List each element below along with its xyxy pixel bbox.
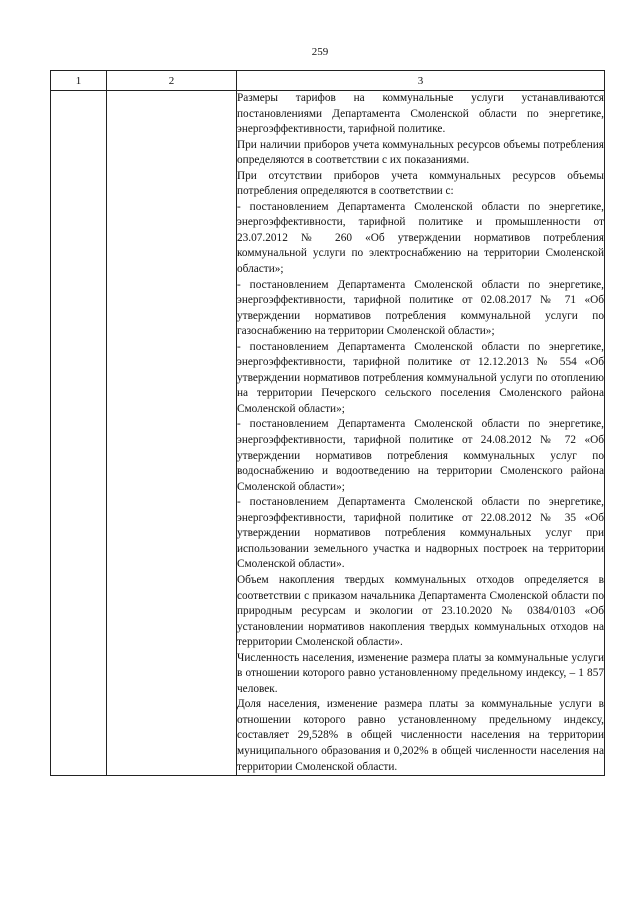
paragraph-waste: Объем накопления твердых коммунальных отходов определяется в соответствии с приказом начальника Департамента Смоленской области по природным ресурсам и экологии от 23.10.2020 № 0384/0103 «Об установлении нормативов накопления твердых коммунальных отходов на территории Смоленской области». — [237, 573, 604, 649]
paragraph-population-share: Доля населения, изменение размера платы за коммунальные услуги в отношении которого равно установленному предельному индексу, составляет 29,528% в общей численности населения на территории муниципального образования и 0,202% в общей численности населения на территории Смоленской области. — [237, 698, 604, 773]
paragraph-resolution-gas: - постановлением Департамента Смоленской области по энергетике, энергоэффективности, тарифной политике от 02.08.2017 № 71 «Об утверждении нормативов потребления коммунальной услуги по газоснабжению на территории Смоленской области»; — [237, 278, 604, 338]
paragraph-tariffs: Размеры тарифов на коммунальные услуги устанавливаются постановлениями Департамента Смоленской области по энергетике, энергоэффективности, тарифной политике. — [237, 92, 604, 136]
table-header-row — [51, 71, 605, 91]
table-row — [51, 91, 605, 776]
paragraph-population-count: Численность населения, изменение размера платы за коммунальные услуги в отношении которого равно установленному предельному индексу, – 1 857 человек. — [237, 651, 604, 695]
cell-column-1 — [51, 91, 107, 776]
page-number: 259 — [311, 46, 329, 58]
paragraph-resolution-land: - постановлением Департамента Смоленской области по энергетике, энергоэффективности, тарифной политике от 22.08.2012 № 35 «Об утверждении нормативов потребления коммунальных услуг при использовании земельного участка и надворных построек на территории Смоленской области». — [237, 496, 604, 571]
paragraph-resolution-heating: - постановлением Департамента Смоленской области по энергетике, энергоэффективности, тарифной политике от 12.12.2013 № 554 «Об утверждении нормативов потребления коммунальной услуги по отоплению на территории Печерского сельского поселения Смоленского района Смоленской области»; — [237, 340, 604, 415]
cell-column-2 — [107, 91, 237, 776]
column-header-3: 3 — [237, 71, 605, 91]
paragraph-no-metering: При отсутствии приборов учета коммунальных ресурсов объемы потребления определяются в соответствии с: — [237, 169, 604, 198]
paragraph-metering: При наличии приборов учета коммунальных ресурсов объемы потребления определяются в соответствии с их показаниями. — [237, 138, 604, 167]
column-header-1: 1 — [51, 71, 107, 91]
paragraph-resolution-electricity: - постановлением Департамента Смоленской области по энергетике, энергоэффективности, тарифной политике и промышленности от 23.07.2012 № 260 «Об утверждении нормативов потребления коммунальной услуги по электроснабжению на территории Смоленской области»; — [237, 200, 604, 276]
document-table — [50, 70, 605, 776]
cell-column-3 — [237, 91, 605, 776]
column-header-2: 2 — [107, 71, 237, 91]
paragraph-resolution-water: - постановлением Департамента Смоленской области по энергетике, энергоэффективности, тарифной политике от 24.08.2012 № 72 «Об утверждении нормативов потребления коммунальных услуг по водоснабжению и водоотведению на территории Смоленского района Смоленской области»; — [237, 418, 604, 493]
